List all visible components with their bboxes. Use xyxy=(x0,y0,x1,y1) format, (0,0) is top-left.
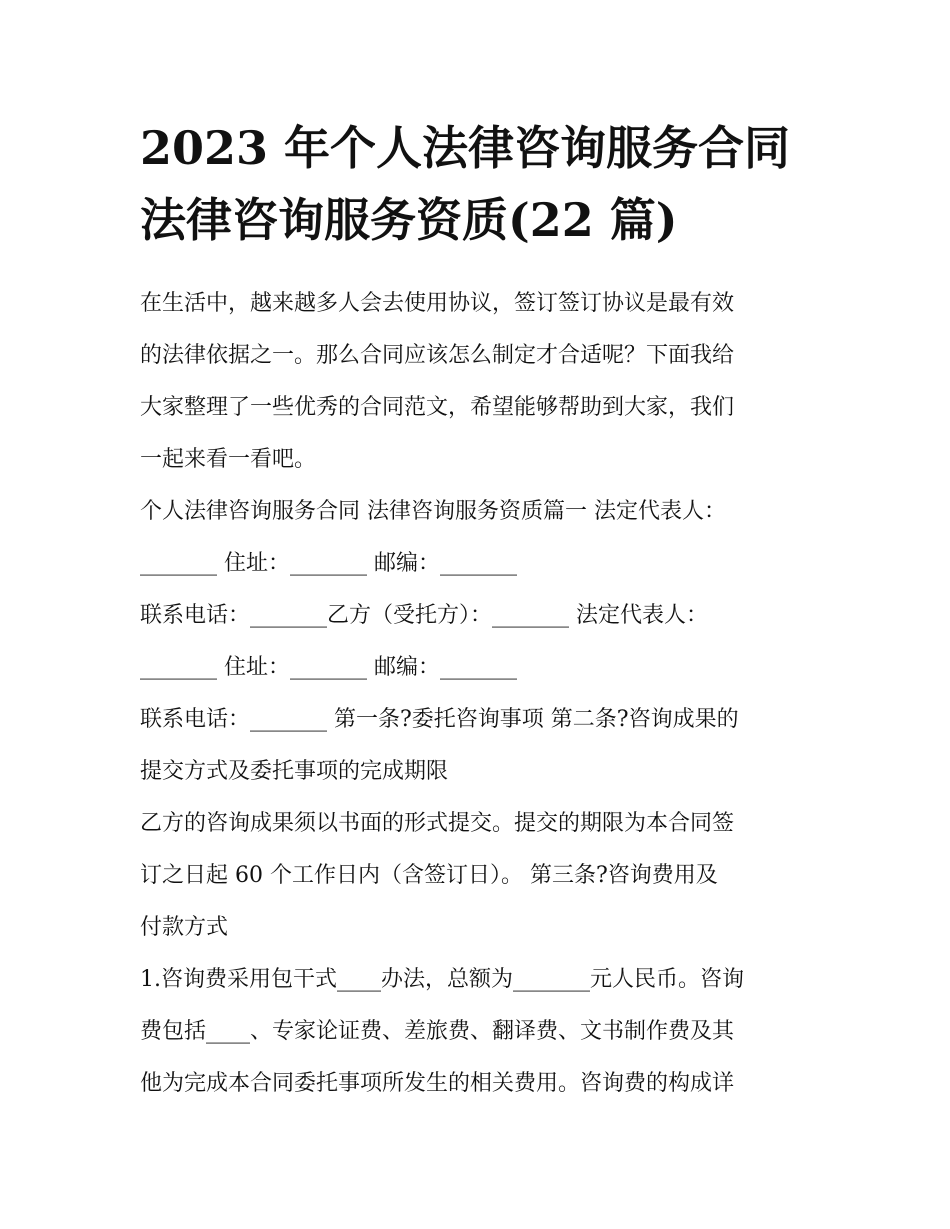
text-line: 联系电话：_______乙方（受托方）：_______ 法定代表人： xyxy=(140,603,708,628)
text-line: 他为完成本合同委托事项所发生的相关费用。咨询费的构成详 xyxy=(140,1071,735,1096)
party-a-paragraph xyxy=(140,486,812,590)
submission-paragraph xyxy=(140,798,812,954)
text-line: 费包括____、专家论证费、差旅费、翻译费、文书制作费及其 xyxy=(140,1019,735,1044)
title-line-2: 法律咨询服务资质(22 篇) xyxy=(140,193,678,247)
document-body xyxy=(140,278,812,1110)
text-line: _______ 住址：_______ 邮编：_______ xyxy=(140,551,517,576)
text-line: 订之日起 60 个工作日内（含签订日）。 第三条?咨询费用及 xyxy=(140,863,718,888)
text-line: 一起来看一看吧。 xyxy=(140,447,317,472)
text-line: 乙方的咨询成果须以书面的形式提交。提交的期限为本合同签 xyxy=(140,811,735,836)
text-line: 付款方式 xyxy=(140,915,229,940)
fee-paragraph xyxy=(140,954,812,1110)
party-b-paragraph xyxy=(140,590,812,694)
document-title xyxy=(140,112,812,256)
text-line: 提交方式及委托事项的完成期限 xyxy=(140,759,449,784)
text-line: 的法律依据之一。那么合同应该怎么制定才合适呢？下面我给 xyxy=(140,343,735,368)
text-line: _______ 住址：_______ 邮编：_______ xyxy=(140,655,517,680)
text-line: 联系电话：_______ 第一条?委托咨询事项 第二条?咨询成果的 xyxy=(140,707,739,732)
text-line: 1.咨询费采用包干式____办法，总额为_______元人民币。咨询 xyxy=(140,967,744,992)
title-line-1: 2023 年个人法律咨询服务合同 xyxy=(140,121,791,175)
text-line: 大家整理了一些优秀的合同范文，希望能够帮助到大家，我们 xyxy=(140,395,735,420)
intro-paragraph xyxy=(140,278,812,486)
article-1-2-paragraph xyxy=(140,694,812,798)
document-page xyxy=(140,112,812,1110)
text-line: 在生活中，越来越多人会去使用协议，签订签订协议是最有效 xyxy=(140,291,735,316)
text-line: 个人法律咨询服务合同 法律咨询服务资质篇一 法定代表人： xyxy=(140,499,726,524)
